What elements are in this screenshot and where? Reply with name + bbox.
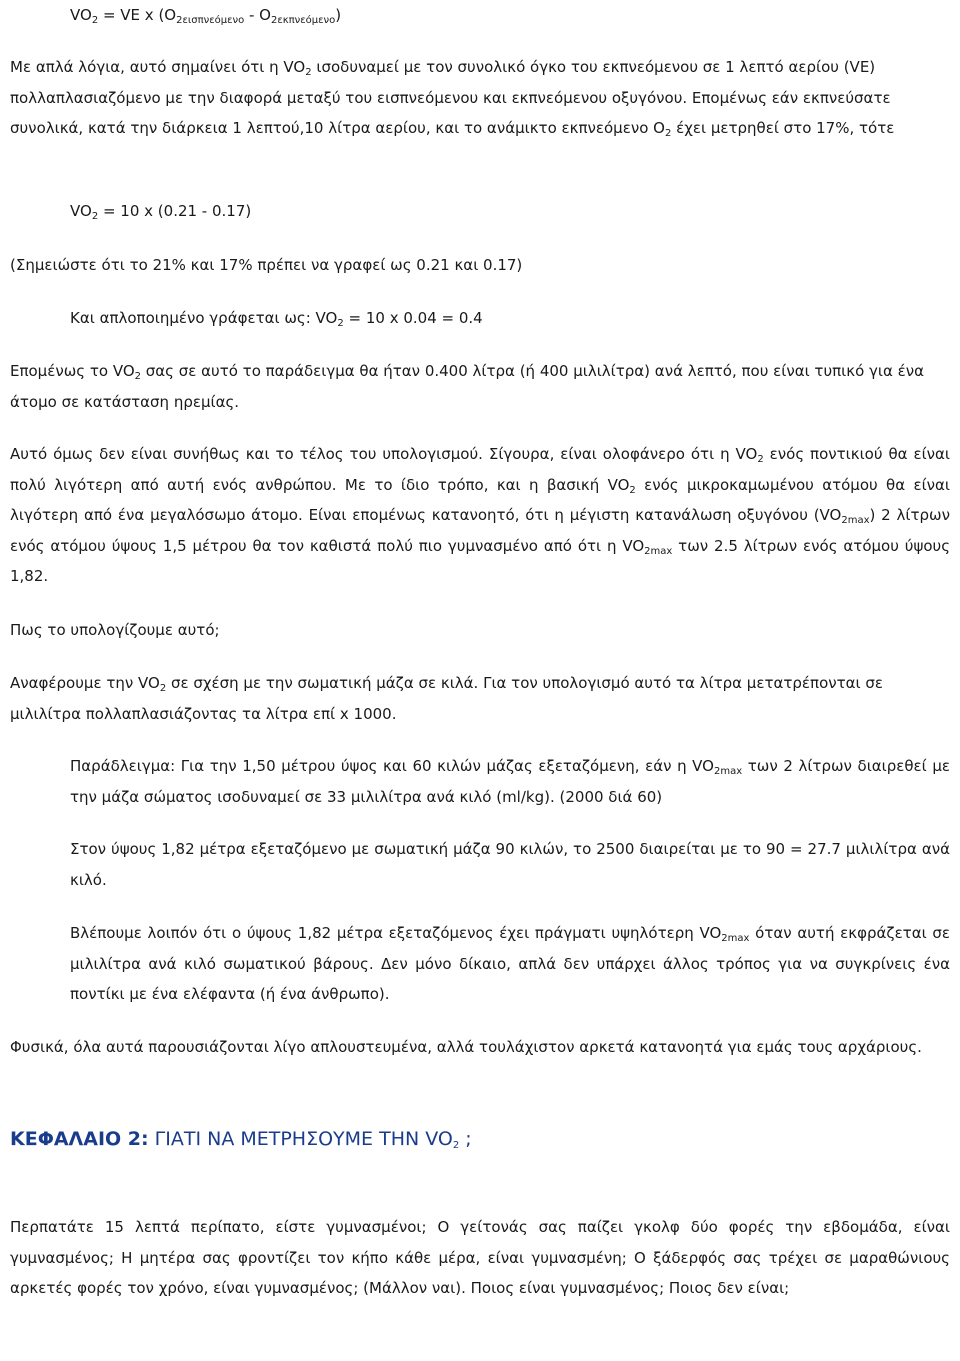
chapter-heading: ΚΕΦΑΛΑΙΟ 2: ΓΙΑΤΙ ΝΑ ΜΕΤΡΗΣΟΥΜΕ ΤΗΝ $VO_2$ ; <box>10 1128 472 1151</box>
paragraph-simplified-note: Φυσικά, όλα αυτά παρουσιάζονται λίγο απλουστευμένα, αλλά τουλάχιστον αρκετά κατανοητά για εμάς τους αρχάριους. <box>10 1038 922 1056</box>
example-second: Στον ύψους 1,82 μέτρα εξεταζόμενο με σωματική μάζα 90 κιλών, το 2500 διαιρείται με το 90 = 27.7 μιλιλίτρα ανά κιλό. <box>70 840 950 889</box>
question-heading: Πως το υπολογίζουμε αυτό; <box>10 621 220 639</box>
paragraph-per-kilo: Αναφέρουμε την $VO_2$ σε σχέση με την σωματική μάζα σε κιλά. Για τον υπολογισμό αυτό τα λίτρα μετατρέπονται σε μιλιλίτρα πολλαπλασιάζοντας τα λίτρα επί x 1000. <box>10 674 884 723</box>
paragraph-fitness: Περπατάτε 15 λεπτά περίπατο, είστε γυμνασμένοι; Ο γείτονάς σας παίζει γκολφ δύο φορές την εβδομάδα, είναι γυμνασμένος; Η μητέρα σας φροντίζει τον κήπο κάθε μέρα, είναι γυμνασμένη; Ο ξάδερφός σας τρέχει σε μαραθώνιους αρκετές φορές τον χρόνο, είναι γυμνασμένος; (Μάλλον ναι). Ποιος είναι γυμνασμένος; Ποιος δεν είναι; <box>10 1218 950 1297</box>
formula-example: $VO_2 = 10$ x (0.21 - 0.17) <box>70 202 252 222</box>
formula-vo2: $VO_2$ = VE x $(O_{2\varepsilon\iota\sigma\pi\nu\varepsilon ό\mu\varepsilon\nu o} - O_{2\varepsilon\kappa\pi\nu\varepsilon ό\mu\varepsilon\nu o})$ <box>70 6 342 26</box>
paragraph-result: Επομένως το $VO_2$ σας σε αυτό το παράδειγμα θα ήταν 0.400 λίτρα (ή 400 μιλιλίτρα) ανά λεπτό, που είναι τυπικό για ένα άτομο σε κατάσταση ηρεμίας. <box>10 362 925 411</box>
formula-simplified: Και απλοποιημένο γράφεται ως: $VO_2 = 10$ x 0.04 = 0.4 <box>70 309 483 329</box>
example-conclusion: Βλέπουμε λοιπόν ότι ο ύψους 1,82 μέτρα εξεταζόμενος έχει πράγματι υψηλότερη $VO_{2max}$ όταν αυτή εκφράζεται σε μιλιλίτρα ανά κιλό σωματικού βάρους. Δεν μόνο δίκαιο, απλά δεν υπάρχει άλλος τρόπος για να συγκρίνεις ένα ποντίκι με ένα ελέφαντα (ή ένα άνθρωπο). <box>70 924 950 1003</box>
example-first: Παράδλειγμα: Για την 1,50 μέτρου ύψος και 60 κιλών μάζας εξεταζόμενη, εάν η $VO_{2max}$ των 2 λίτρων διαιρεθεί με την μάζα σώματος ισοδυναμεί σε 33 μιλιλίτρα ανά κιλό (ml/kg). (2000 διά 60) <box>70 757 950 806</box>
paragraph-explanation: Με απλά λόγια, αυτό σημαίνει ότι η $VO_2$ ισοδυναμεί με τον συνολικό όγκο του εκπνεόμενου σε 1 λεπτό αερίου (VE) πολλαπλασιαζόμενο με την διαφορά μεταξύ του εισπνεόμενου και εκπνεόμενου οξυγόνου. Επομένως εάν εκπνεύσατε συνολικά, κατά την διάρκεια 1 λεπτού,10 λίτρα αερίου, και το ανάμικτο εκπνεόμενο $O_2$ έχει μετρηθεί στο 17%, τότε <box>10 58 895 139</box>
note-percentages: (Σημειώστε ότι το 21% και 17% πρέπει να γραφεί ως 0.21 και 0.17) <box>10 256 523 274</box>
paragraph-body-size: Αυτό όμως δεν είναι συνήθως και το τέλος του υπολογισμού. Σίγουρα, είναι ολοφάνερο ότι η $VO_2$ ενός ποντικιού θα είναι πολύ λιγότερη από αυτή ενός ανθρώπου. Με το ίδιο τρόπο, και η βασική $VO_2$ ενός μικροκαμωμένου ατόμου θα είναι λιγότερη από ένα μεγαλόσωμο άτομο. Είναι επομένως κατανοητό, ότι η μέγιστη κατανάλωση οξυγόνου $(VO_{2max})$ 2 λίτρων ενός ατόμου ύψους 1,5 μέτρου θα τον καθιστά πολύ πιο γυμνασμένο από ότι η $VO_{2max}$ των 2.5 λίτρων ενός ατόμου ύψους 1,82. <box>10 445 950 585</box>
